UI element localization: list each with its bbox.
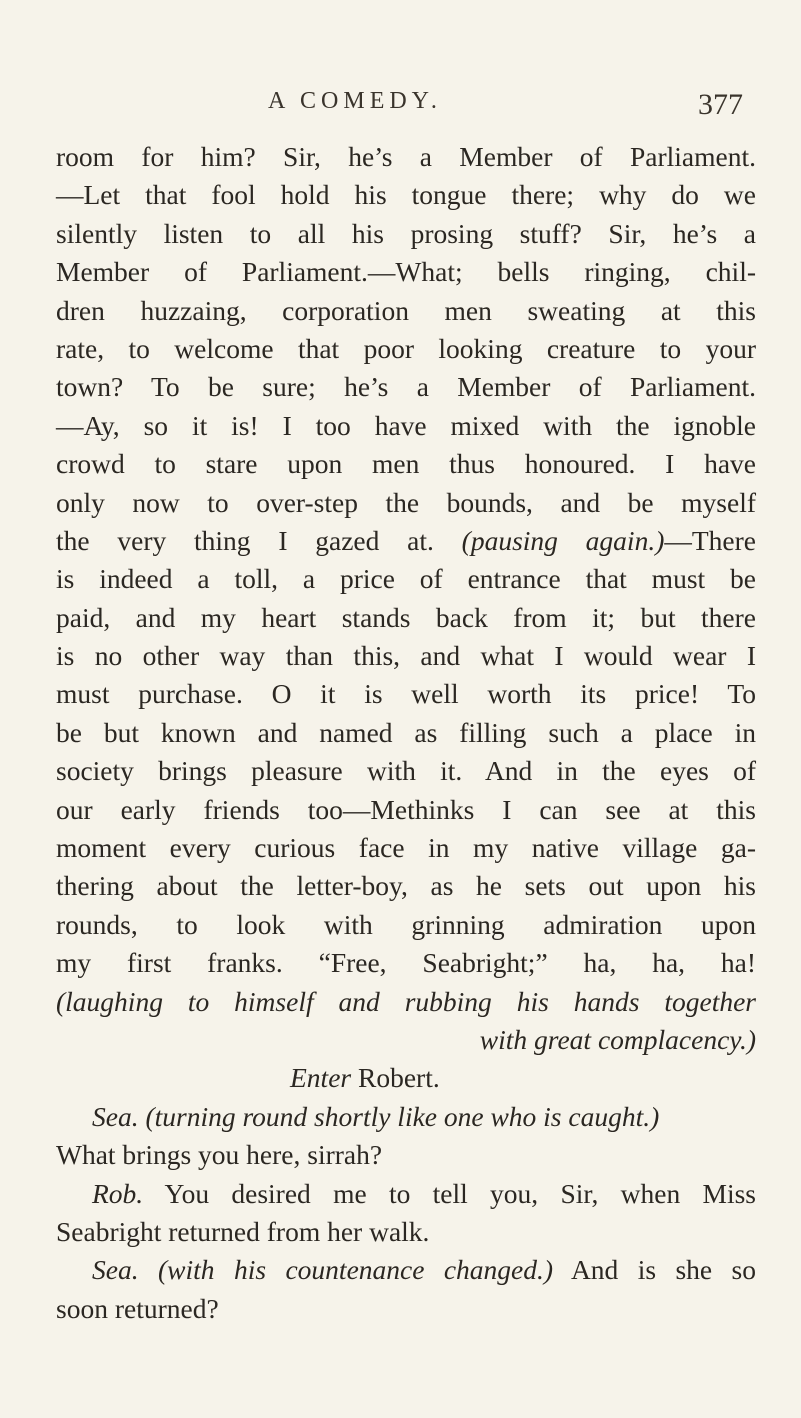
text-line: crowd to stare upon men thus honoured. I have xyxy=(56,448,756,480)
speech-text: You desired me to tell you, Sir, when Miss xyxy=(143,1177,756,1209)
text-line: town? To be sure; he’s a Member of Parliament. xyxy=(56,371,756,403)
text-line: rate, to welcome that poor looking creature to your xyxy=(56,332,756,364)
text-line: silently listen to all his prosing stuff? Sir, he’s a xyxy=(56,217,756,249)
text-line: is indeed a toll, a price of entrance that must be xyxy=(56,563,756,595)
speech-line xyxy=(56,1175,756,1213)
speech-line xyxy=(56,1098,756,1136)
running-head xyxy=(0,88,801,128)
text-line: thering about the letter-boy, as he sets out upon his xyxy=(56,870,756,902)
line-text: —There xyxy=(664,524,756,556)
speaker-name: Sea. xyxy=(92,1254,139,1286)
stage-direction: (pausing again.) xyxy=(461,524,665,556)
text-line: is no other way than this, and what I would wear I xyxy=(56,640,756,672)
speech-line: Seabright returned from her walk. xyxy=(56,1215,430,1247)
speaker-name: Sea. xyxy=(92,1100,139,1132)
text-line: paid, and my heart stands back from it; but there xyxy=(56,601,756,633)
stage-direction: (with his countenance changed.) xyxy=(158,1254,554,1286)
text-line: our early friends too—Methinks I can see at this xyxy=(56,793,756,825)
text-line: dren huzzaing, corporation men sweating at this xyxy=(56,294,756,326)
stage-direction: (laughing to himself and rubbing his hands together xyxy=(56,985,756,1017)
text-line: be but known and named as filling such a place in xyxy=(56,716,756,748)
text-line: —Let that fool hold his tongue there; why do we xyxy=(56,179,756,211)
running-title: A COMEDY. xyxy=(268,88,442,114)
text-line: room for him? Sir, he’s a Member of Parliament. xyxy=(56,141,756,172)
body-text xyxy=(56,138,756,1328)
text-line: my first franks. “Free, Seabright;” ha, ha, ha! xyxy=(56,947,756,979)
stage-direction: with great complacency.) xyxy=(479,1023,756,1055)
speech-line xyxy=(56,1251,756,1289)
page-number: 377 xyxy=(698,88,743,121)
text-line: must purchase. O it is well worth its price! To xyxy=(56,678,756,710)
text-line-with-direction xyxy=(56,522,756,560)
speech-line: soon returned? xyxy=(56,1292,219,1324)
text-line: society brings pleasure with it. And in the eyes of xyxy=(56,755,756,787)
text-line: only now to over-step the bounds, and be myself xyxy=(56,486,756,518)
text-line: —Ay, so it is! I too have mixed with the ignoble xyxy=(56,409,756,441)
text-line: moment every curious face in my native village ga- xyxy=(56,832,756,864)
stage-direction: (turning round shortly like one who is caught.) xyxy=(145,1100,660,1132)
enter-label: Enter xyxy=(290,1062,352,1094)
line-text: the very thing I gazed at. xyxy=(56,524,434,556)
speech-text: And is she so xyxy=(553,1254,757,1286)
entrance-direction xyxy=(56,1059,756,1097)
text-line: Member of Parliament.—What; bells ringing, chil- xyxy=(56,256,756,288)
text-line: rounds, to look with grinning admiration upon xyxy=(56,908,756,940)
speaker-name: Rob. xyxy=(92,1177,144,1209)
speech-line: What brings you here, sirrah? xyxy=(56,1139,383,1171)
character-name: Robert. xyxy=(351,1062,440,1094)
